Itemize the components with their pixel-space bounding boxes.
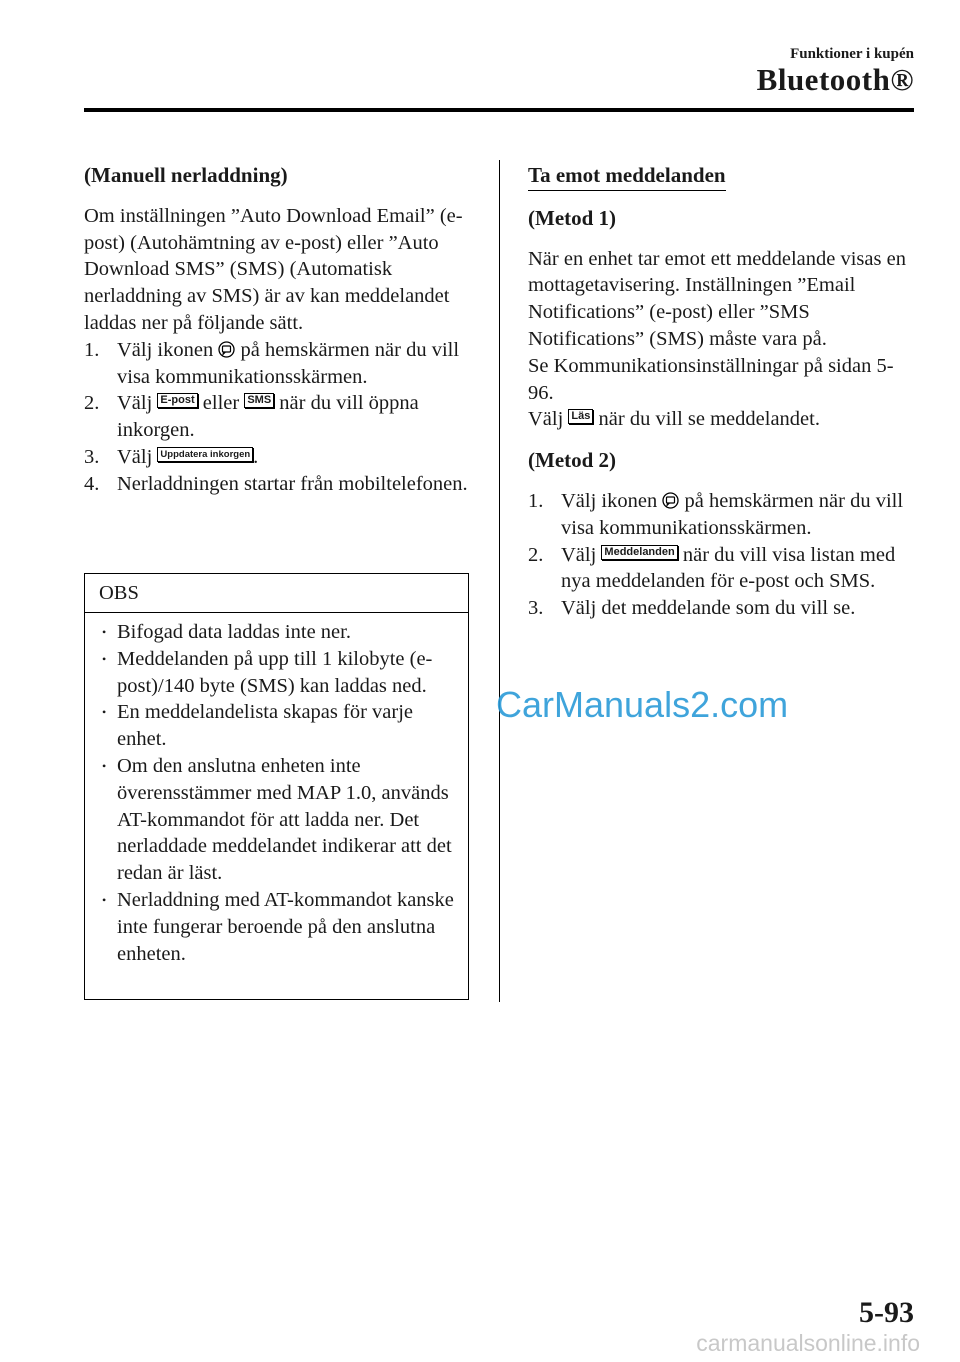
receive-messages-heading: Ta emot meddelanden xyxy=(528,162,726,191)
list-item: • Nerladdning med AT-kommandot kanske inte fungerar beroende på den anslutna enheten. xyxy=(99,887,458,967)
page-number: 5-93 xyxy=(859,1296,914,1329)
method-1-reference: Se Kommunikationsinställningar på sidan 5-96. xyxy=(528,354,894,404)
manual-download-heading: (Manuell nerladdning) xyxy=(84,163,288,187)
list-item: 1. Välj ikonen på hemskärmen när du vill visa kommunikationsskärmen. xyxy=(528,489,904,539)
list-item: • Bifogad data laddas inte ner. xyxy=(99,619,458,646)
page-title: Bluetooth® xyxy=(756,62,914,97)
read-button-icon: Läs xyxy=(568,409,593,424)
message-icon xyxy=(662,492,679,509)
obs-note-box xyxy=(84,573,469,1000)
column-divider xyxy=(499,160,500,1002)
method-2-steps xyxy=(528,488,918,622)
list-item: 3. Välj det meddelande som du vill se. xyxy=(528,597,856,620)
list-item: 1. Välj ikonen på hemskärmen när du vill visa kommunikationsskärmen. xyxy=(84,338,460,388)
method-1-heading: (Metod 1) xyxy=(528,205,617,230)
intro-paragraph: Om inställningen ”Auto Download Email” (e-post) (Autohämtning av e-post) eller ”Auto Download SMS” (SMS) (Automatisk nerladdning av SMS) är av kan meddelandet laddas ner på följande sätt. xyxy=(84,204,463,334)
left-column xyxy=(84,162,474,498)
header-section-label: Funktioner i kupén xyxy=(790,46,914,62)
list-item: • Meddelanden på upp till 1 kilobyte (e-post)/140 byte (SMS) kan laddas ned. xyxy=(99,646,458,700)
download-steps xyxy=(84,337,474,498)
list-item: 3. Välj Uppdatera inkorgen . xyxy=(84,445,259,468)
method-1-paragraph: När en enhet tar emot ett meddelande visas en mottagetavisering. Inställningen ”Email Notifications” (e-post) eller ”SMS Notifications” (SMS) måste vara på. xyxy=(528,247,906,350)
method-2-heading: (Metod 2) xyxy=(528,448,617,473)
list-item: • Om den anslutna enheten inte överensstämmer med MAP 1.0, används AT-kommandot för att ladda ner. Det nerladdade meddelandet indikerar att det redan är läst. xyxy=(99,753,458,887)
list-item: 4. Nerladdningen startar från mobiltelefonen. xyxy=(84,472,468,495)
obs-list xyxy=(85,613,468,967)
header-rule xyxy=(84,108,914,112)
obs-title: OBS xyxy=(85,574,468,613)
watermark-logo: CarManuals2.com xyxy=(496,684,789,725)
list-item: 2. Välj E-post eller SMS när du vill öppna inkorgen. xyxy=(84,392,419,442)
sms-button-icon: SMS xyxy=(244,393,274,408)
list-item: 2. Välj Meddelanden när du vill visa listan med nya meddelanden för e-post och SMS. xyxy=(528,543,896,593)
messages-button-icon: Meddelanden xyxy=(601,545,677,560)
list-item: • En meddelandelista skapas för varje enhet. xyxy=(99,699,458,753)
message-icon xyxy=(218,341,235,358)
right-column xyxy=(528,162,918,622)
update-inbox-button-icon: Uppdatera inkorgen xyxy=(157,447,253,462)
email-button-icon: E-post xyxy=(157,393,197,408)
footer-url[interactable]: carmanualsonline.info xyxy=(696,1330,920,1356)
method-1-read-instruction: Välj Läs när du vill se meddelandet. xyxy=(528,408,820,431)
